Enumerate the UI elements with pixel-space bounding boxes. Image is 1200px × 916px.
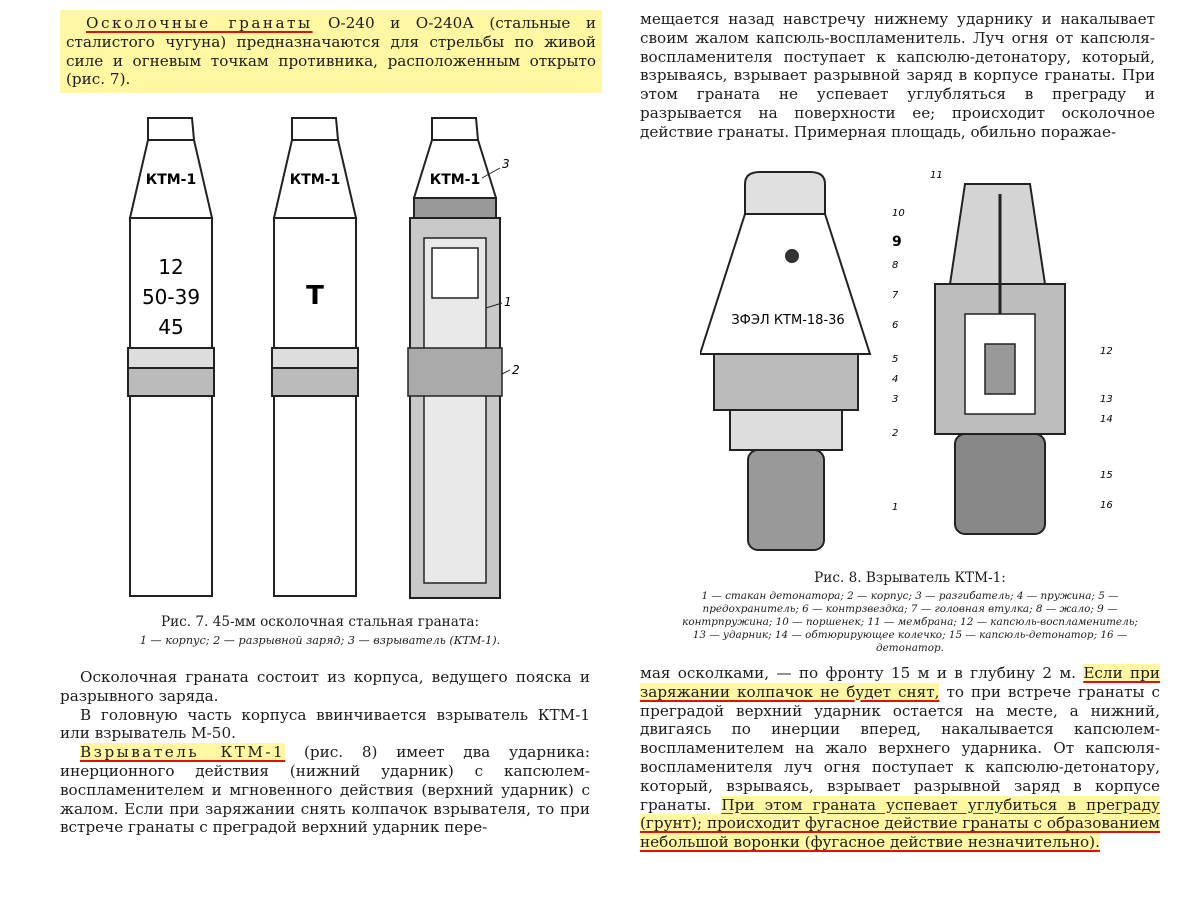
shell-1-num2: 50-39 — [141, 285, 201, 309]
fuze-callout-1: 1 — [892, 502, 899, 513]
intro-term: Осколочные гранаты — [86, 14, 313, 32]
body-paragraph-2: В головную часть корпуса ввинчивается взрыватель КТМ-1 или взрыватель М-50. — [60, 705, 590, 743]
fuze-callout-13: 13 — [1100, 394, 1113, 405]
fuze-callout-14: 14 — [1100, 414, 1113, 425]
right-bottom-paragraph — [640, 664, 1160, 852]
figure-8-fuze — [700, 164, 1160, 574]
fuze-callout-4: 4 — [892, 374, 899, 385]
shell-1 — [128, 118, 214, 596]
fuze-description: (рис. 8) имеет два ударника: инерционного действия (нижний ударник) с капсюлем-воспламенителем и мгновенного действия (верхний ударник) с жалом. Если при заряжании снять колпачок взрывателя, то при встрече гранаты с преградой верхний ударник пере- — [60, 743, 590, 837]
left-body — [60, 668, 590, 837]
fuze-section — [935, 184, 1065, 534]
fuze-term: Взрыватель КТМ-1 — [80, 743, 286, 762]
shell-1-num3: 45 — [158, 315, 184, 339]
body-paragraph-3 — [60, 743, 590, 837]
figure-7-shells — [110, 108, 530, 608]
shell-2-letter: Т — [306, 281, 324, 311]
fuze-callout-7: 7 — [892, 290, 899, 301]
intro-paragraph — [66, 14, 596, 89]
intro-block — [60, 10, 602, 93]
shell-3-mark: КТМ-1 — [429, 172, 481, 188]
fuze-callout-6: 6 — [892, 320, 899, 331]
fuze-callout-9: 9 — [892, 234, 902, 250]
callout-3: 3 — [502, 157, 510, 171]
right-top-paragraph: мещается назад навстречу нижнему ударнику и накалывает своим жалом капсюль-воспламенитель. Луч огня от капсюля-воспламенителя поступает к капсюлю-детонатору, который, взрываясь, взрывает разрывной заряд в корпусе гранаты. При этом граната не успевает углубляться в преграду и разрывается на поверхности ее; происходит осколочное действие гранаты. Примерная площадь, обильно поражае- — [640, 10, 1155, 141]
figure-8-caption: Рис. 8. Взрыватель КТМ-1: — [814, 570, 1006, 586]
fuze-callout-5: 5 — [892, 354, 899, 365]
shell-2 — [272, 118, 358, 596]
callout-1: 1 — [504, 295, 512, 309]
fuze-exterior — [700, 172, 870, 550]
fuze-callout-11: 11 — [930, 170, 943, 181]
shell-2-mark: КТМ-1 — [289, 172, 341, 188]
figure-7-legend: 1 — корпус; 2 — разрывной заряд; 3 — взрыватель (КТМ-1). — [139, 634, 501, 647]
bottom-text-a: мая осколками, — по фронту 15 м и в глубину 2 м. — [640, 664, 1084, 682]
bottom-text-c: то при встрече гранаты с преградой верхний ударник остается на месте, а нижний, двигаясь по инерции вперед, накалывается капсюлем-воспламенителем на жало верхнего ударника. От капсюля-воспламенителя луч огня поступает к капсюлю-детонатору, который, взрываясь, взрывает разрывной заряд в корпусе гранаты. — [640, 682, 1160, 814]
fuze-callout-12: 12 — [1100, 346, 1113, 357]
callout-2: 2 — [512, 363, 520, 377]
shell-1-mark: КТМ-1 — [145, 172, 197, 188]
figure-7-caption: Рис. 7. 45-мм осколочная стальная граната: — [160, 614, 480, 630]
body-paragraph-1: Осколочная граната состоит из корпуса, ведущего пояска и разрывного заряда. — [60, 668, 590, 705]
bottom-text-d: При этом граната успевает углубиться в преграду (грунт); происходит фугасное действие гранаты с образованием небольшой воронки (фугасное действие незначительно). — [640, 795, 1160, 852]
fuze-callout-2: 2 — [892, 428, 899, 439]
fuze-callout-16: 16 — [1100, 500, 1113, 511]
fuze-callout-15: 15 — [1100, 470, 1113, 481]
figure-8-legend: 1 — стакан детонатора; 2 — корпус; 3 — разгибатель; 4 — пружина; 5 — предохранитель; 6 — контрзвездка; 7 — головная втулка; 8 — жало; 9 — контрпружина; 10 — поршенек; 11 — мембрана; 12 — капсюль-воспламенитель; 13 — ударник; 14 — обтюрирующее колечко; 15 — капсюль-детонатор; 16 — детонатор. — [682, 590, 1138, 654]
fuze-callout-10: 10 — [892, 208, 905, 219]
shell-1-num1: 12 — [158, 255, 184, 279]
fuze-callout-3: 3 — [892, 394, 899, 405]
bottom-text-b: Если при заряжании колпачок не будет снят, — [640, 664, 1160, 701]
fuze-callout-8: 8 — [892, 260, 899, 271]
intro-rest: О-240 и О-240А (стальные и сталистого чугуна) предназначаются для стрельбы по живой силе и огневым точкам противника, расположенным открыто (рис. 7). — [66, 14, 597, 89]
fuze-marking: ЗФЭЛ КТМ-18-36 — [731, 313, 845, 328]
shell-3-section — [408, 118, 520, 598]
